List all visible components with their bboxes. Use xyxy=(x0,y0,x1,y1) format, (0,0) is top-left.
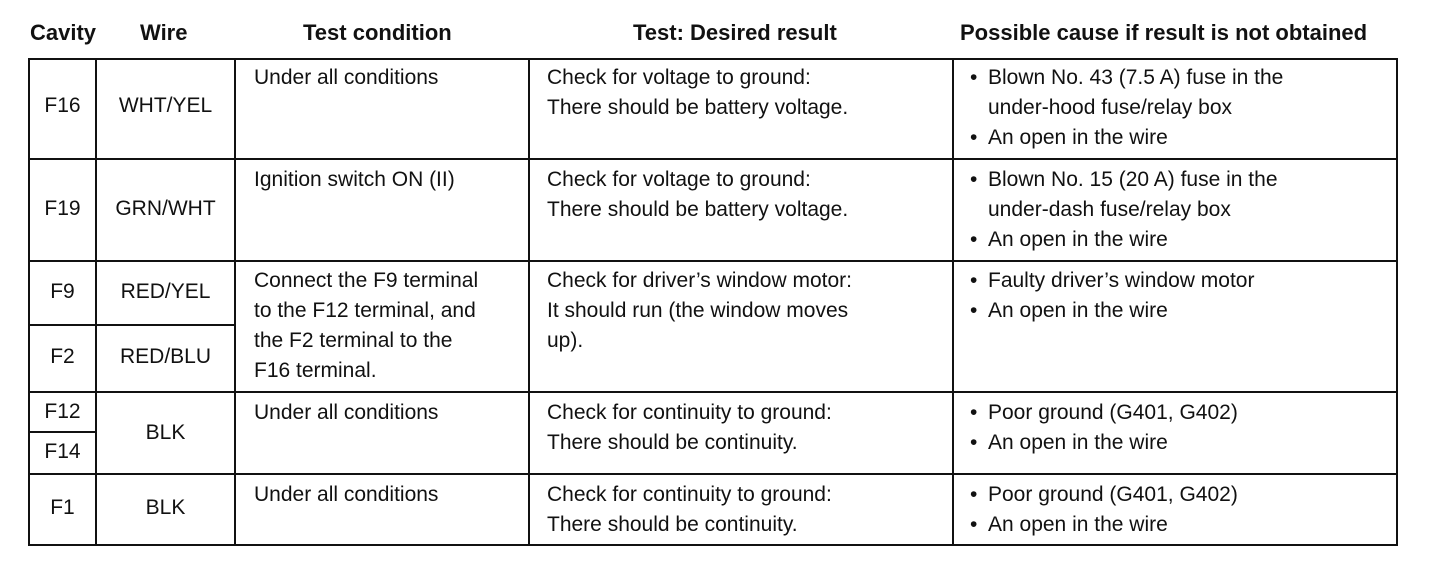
header-possible-cause: Possible cause if result is not obtained xyxy=(960,20,1368,45)
result-cell xyxy=(547,480,832,540)
result-line: Check for voltage to ground: xyxy=(547,168,811,191)
header-cavity: Cavity xyxy=(30,20,97,45)
condition-line: Under all conditions xyxy=(254,401,439,424)
condition-line: Connect the F9 terminal xyxy=(254,269,479,292)
cause-cell xyxy=(970,480,1238,540)
subrow-divider-f9-f2 xyxy=(30,324,236,326)
result-line: Check for voltage to ground: xyxy=(547,66,811,89)
result-line: There should be battery voltage. xyxy=(547,96,849,119)
cause-line: • Poor ground (G401, G402) xyxy=(988,483,1238,506)
condition-cell xyxy=(254,480,438,510)
cause-item xyxy=(970,123,1283,153)
condition-cell xyxy=(254,398,438,428)
cause-item xyxy=(970,480,1238,510)
cause-cell xyxy=(970,266,1254,326)
wire-cell: RED/YEL xyxy=(120,280,211,303)
result-line: Check for driver’s window motor: xyxy=(547,269,852,292)
cause-item xyxy=(970,225,1278,255)
header-wire: Wire xyxy=(140,20,188,45)
condition-line: Ignition switch ON (II) xyxy=(254,168,455,191)
cause-line: • Blown No. 43 (7.5 A) fuse in the xyxy=(988,66,1284,89)
subrow-divider-f12-f14 xyxy=(30,431,96,433)
cause-item xyxy=(970,63,1283,123)
row-divider-2 xyxy=(30,260,1396,262)
result-line: There should be continuity. xyxy=(547,513,798,536)
wire-cell: RED/BLU xyxy=(119,345,212,368)
condition-line: the F2 terminal to the xyxy=(254,329,453,352)
condition-line: F16 terminal. xyxy=(254,359,377,382)
cause-item xyxy=(970,398,1238,428)
cause-line: • An open in the wire xyxy=(988,299,1168,322)
condition-cell xyxy=(254,165,455,195)
cause-item xyxy=(970,266,1254,296)
result-cell xyxy=(547,266,852,356)
result-cell xyxy=(547,398,832,458)
wire-cell: BLK xyxy=(145,421,186,444)
result-line: There should be battery voltage. xyxy=(547,198,849,221)
result-line: There should be continuity. xyxy=(547,431,798,454)
col-divider-condition xyxy=(528,60,530,544)
cause-cell xyxy=(970,165,1278,255)
cavity-cell: F2 xyxy=(50,345,75,368)
cause-line: under-hood fuse/relay box xyxy=(988,96,1232,119)
cause-line: • Poor ground (G401, G402) xyxy=(988,401,1238,424)
cavity-cell: F14 xyxy=(44,440,81,463)
wire-cell: GRN/WHT xyxy=(115,197,216,220)
cause-item xyxy=(970,165,1278,225)
cause-item xyxy=(970,510,1238,540)
cause-line: under-dash fuse/relay box xyxy=(988,198,1231,221)
condition-line: Under all conditions xyxy=(254,66,439,89)
row-divider-1 xyxy=(30,158,1396,160)
condition-line: to the F12 terminal, and xyxy=(254,299,476,322)
cavity-cell: F1 xyxy=(50,496,75,519)
condition-cell xyxy=(254,266,478,386)
cause-line: • Blown No. 15 (20 A) fuse in the xyxy=(988,168,1278,191)
wire-cell: WHT/YEL xyxy=(118,94,213,117)
header-desired-result: Test: Desired result xyxy=(633,20,837,45)
result-cell xyxy=(547,63,848,123)
cause-cell xyxy=(970,63,1283,153)
cause-line: • An open in the wire xyxy=(988,126,1168,149)
result-line: Check for continuity to ground: xyxy=(547,483,832,506)
cause-item xyxy=(970,428,1238,458)
result-cell xyxy=(547,165,848,225)
row-divider-3 xyxy=(30,391,1396,393)
cause-cell xyxy=(970,398,1238,458)
header-test-condition: Test condition xyxy=(303,20,452,45)
condition-line: Under all conditions xyxy=(254,483,439,506)
cavity-cell: F12 xyxy=(44,400,81,423)
col-divider-wire xyxy=(234,60,236,544)
cause-line: • An open in the wire xyxy=(988,431,1168,454)
result-line: Check for continuity to ground: xyxy=(547,401,832,424)
row-divider-4 xyxy=(30,473,1396,475)
wire-cell: BLK xyxy=(145,496,186,519)
col-divider-result xyxy=(952,60,954,544)
result-line: up). xyxy=(547,329,584,352)
cause-line: • Faulty driver’s window motor xyxy=(988,269,1255,292)
cavity-cell: F16 xyxy=(44,94,81,117)
condition-cell xyxy=(254,63,438,93)
cause-item xyxy=(970,296,1254,326)
result-line: It should run (the window moves xyxy=(547,299,849,322)
cavity-cell: F9 xyxy=(50,280,75,303)
cause-line: • An open in the wire xyxy=(988,228,1168,251)
cavity-cell: F19 xyxy=(44,197,81,220)
cause-line: • An open in the wire xyxy=(988,513,1168,536)
